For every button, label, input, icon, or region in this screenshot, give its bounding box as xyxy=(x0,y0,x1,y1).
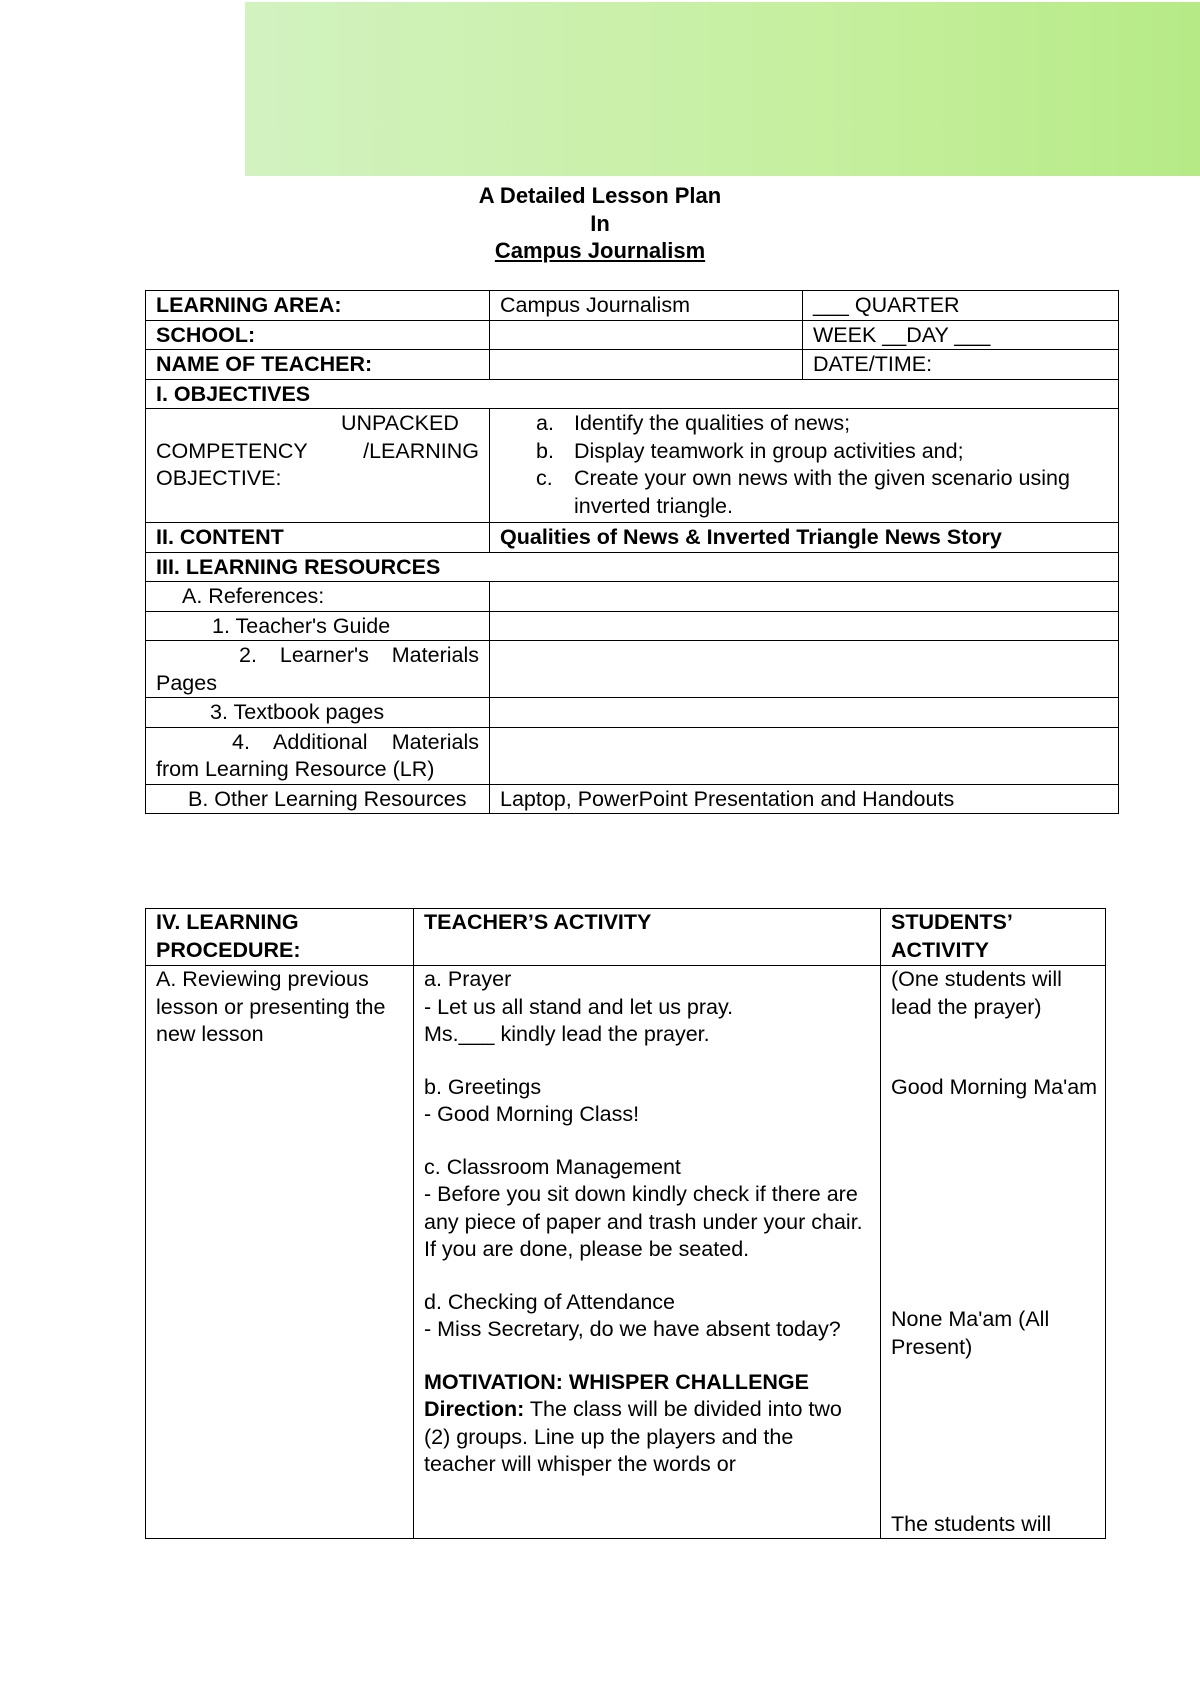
objectives-list xyxy=(500,410,1108,520)
teacher-activity-cell xyxy=(414,966,881,1539)
student-greeting: Good Morning Ma'am xyxy=(891,1075,1098,1099)
procedure-header: IV. LEARNING PROCEDURE: xyxy=(146,909,414,966)
page-title xyxy=(420,182,780,265)
prayer-line-2: Ms.___ kindly lead the prayer. xyxy=(424,1022,710,1046)
table-row xyxy=(146,350,1119,380)
table-row xyxy=(146,552,1119,582)
textbook-pages-value xyxy=(490,698,1119,728)
table-row xyxy=(146,582,1119,612)
motivation-title: MOTIVATION: WHISPER CHALLENGE xyxy=(424,1369,809,1394)
objective-marker: a. xyxy=(536,411,554,435)
learners-materials-text: 2. Learner's Materials Pages xyxy=(156,643,479,695)
student-prayer: (One students will lead the prayer) xyxy=(891,967,1062,1019)
attendance-title: d. Checking of Attendance xyxy=(424,1289,676,1314)
objectives-heading: I. OBJECTIVES xyxy=(146,379,1119,409)
student-attendance: None Ma'am (All Present) xyxy=(891,1307,1050,1359)
objective-text: Display teamwork in group activities and; xyxy=(574,438,964,463)
table-row xyxy=(146,784,1119,814)
learners-materials-value xyxy=(490,641,1119,698)
classroom-title: c. Classroom Management xyxy=(424,1154,681,1179)
additional-materials-text: 4. Additional Materials from Learning Resource (LR) xyxy=(156,729,479,781)
learners-materials-label xyxy=(146,641,490,698)
procedure-table xyxy=(145,908,1106,1539)
teachers-guide-value xyxy=(490,611,1119,641)
objective-marker: b. xyxy=(536,438,554,463)
objective-text: Create your own news with the given scenario using inverted triangle. xyxy=(574,466,1070,518)
step-a-cell xyxy=(146,966,414,1539)
objective-item xyxy=(536,465,1108,520)
step-a-label: A. Reviewing previous lesson or presenting the new lesson xyxy=(156,967,386,1046)
prayer-title: a. Prayer xyxy=(424,967,512,991)
classroom-line: - Before you sit down kindly check if there are any piece of paper and trash under your chair. If you are done, please be seated. xyxy=(424,1182,863,1261)
content-value: Qualities of News & Inverted Triangle News Story xyxy=(490,523,1119,553)
table-row xyxy=(146,641,1119,698)
student-motivation: The students will xyxy=(891,1512,1052,1536)
objective-item xyxy=(536,438,1108,466)
attendance-line: - Miss Secretary, do we have absent today? xyxy=(424,1317,841,1341)
table-row xyxy=(146,966,1106,1539)
resources-heading: III. LEARNING RESOURCES xyxy=(146,552,1119,582)
additional-materials-label xyxy=(146,727,490,784)
students-activity-cell xyxy=(881,966,1106,1539)
content-label: II. CONTENT xyxy=(146,523,490,553)
competency-label-text: UNPACKED COMPETENCY /LEARNING OBJECTIVE: xyxy=(156,411,479,490)
objective-item xyxy=(536,410,1108,438)
teacher-value xyxy=(490,350,803,380)
other-resources-text: B. Other Learning Resources xyxy=(188,786,467,811)
table-row xyxy=(146,523,1119,553)
teacher-activity-header: TEACHER’S ACTIVITY xyxy=(414,909,881,966)
lesson-info-table xyxy=(145,290,1119,814)
table-row xyxy=(146,379,1119,409)
greetings-line: - Good Morning Class! xyxy=(424,1102,640,1126)
textbook-pages-label: 3. Textbook pages xyxy=(146,698,490,728)
objective-text: Identify the qualities of news; xyxy=(574,411,851,435)
competency-label xyxy=(146,409,490,523)
objective-marker: c. xyxy=(536,466,553,490)
other-resources-value: Laptop, PowerPoint Presentation and Handouts xyxy=(490,784,1119,814)
school-value xyxy=(490,320,803,350)
objectives-cell xyxy=(490,409,1119,523)
table-row xyxy=(146,291,1119,321)
students-activity-header: STUDENTS’ ACTIVITY xyxy=(881,909,1106,966)
table-row xyxy=(146,909,1106,966)
table-row xyxy=(146,409,1119,523)
other-resources-label xyxy=(146,784,490,814)
learning-area-value: Campus Journalism xyxy=(490,291,803,321)
table-row xyxy=(146,727,1119,784)
date-time-field: DATE/TIME: xyxy=(803,350,1119,380)
title-line-3: Campus Journalism xyxy=(494,238,706,263)
table-row xyxy=(146,698,1119,728)
quarter-field: ___ QUARTER xyxy=(803,291,1119,321)
references-label: A. References: xyxy=(146,582,490,612)
greetings-title: b. Greetings xyxy=(424,1074,542,1099)
school-label: SCHOOL: xyxy=(146,320,490,350)
title-line-2: In xyxy=(590,210,610,236)
title-line-1: A Detailed Lesson Plan xyxy=(478,183,722,208)
week-day-field: WEEK __DAY ___ xyxy=(803,320,1119,350)
table-row xyxy=(146,611,1119,641)
direction-label: Direction: xyxy=(424,1397,525,1421)
table-row xyxy=(146,320,1119,350)
learning-area-label: LEARNING AREA: xyxy=(146,291,490,321)
header-banner xyxy=(245,2,1200,176)
direction-paragraph xyxy=(424,1396,870,1479)
teachers-guide-label: 1. Teacher's Guide xyxy=(146,611,490,641)
additional-materials-value xyxy=(490,727,1119,784)
references-value xyxy=(490,582,1119,612)
direction-text: The class will be divided into two (2) groups. Line up the players and the teacher will whisper the words or xyxy=(424,1397,842,1476)
teacher-label: NAME OF TEACHER: xyxy=(146,350,490,380)
prayer-line-1: - Let us all stand and let us pray. xyxy=(424,994,734,1019)
